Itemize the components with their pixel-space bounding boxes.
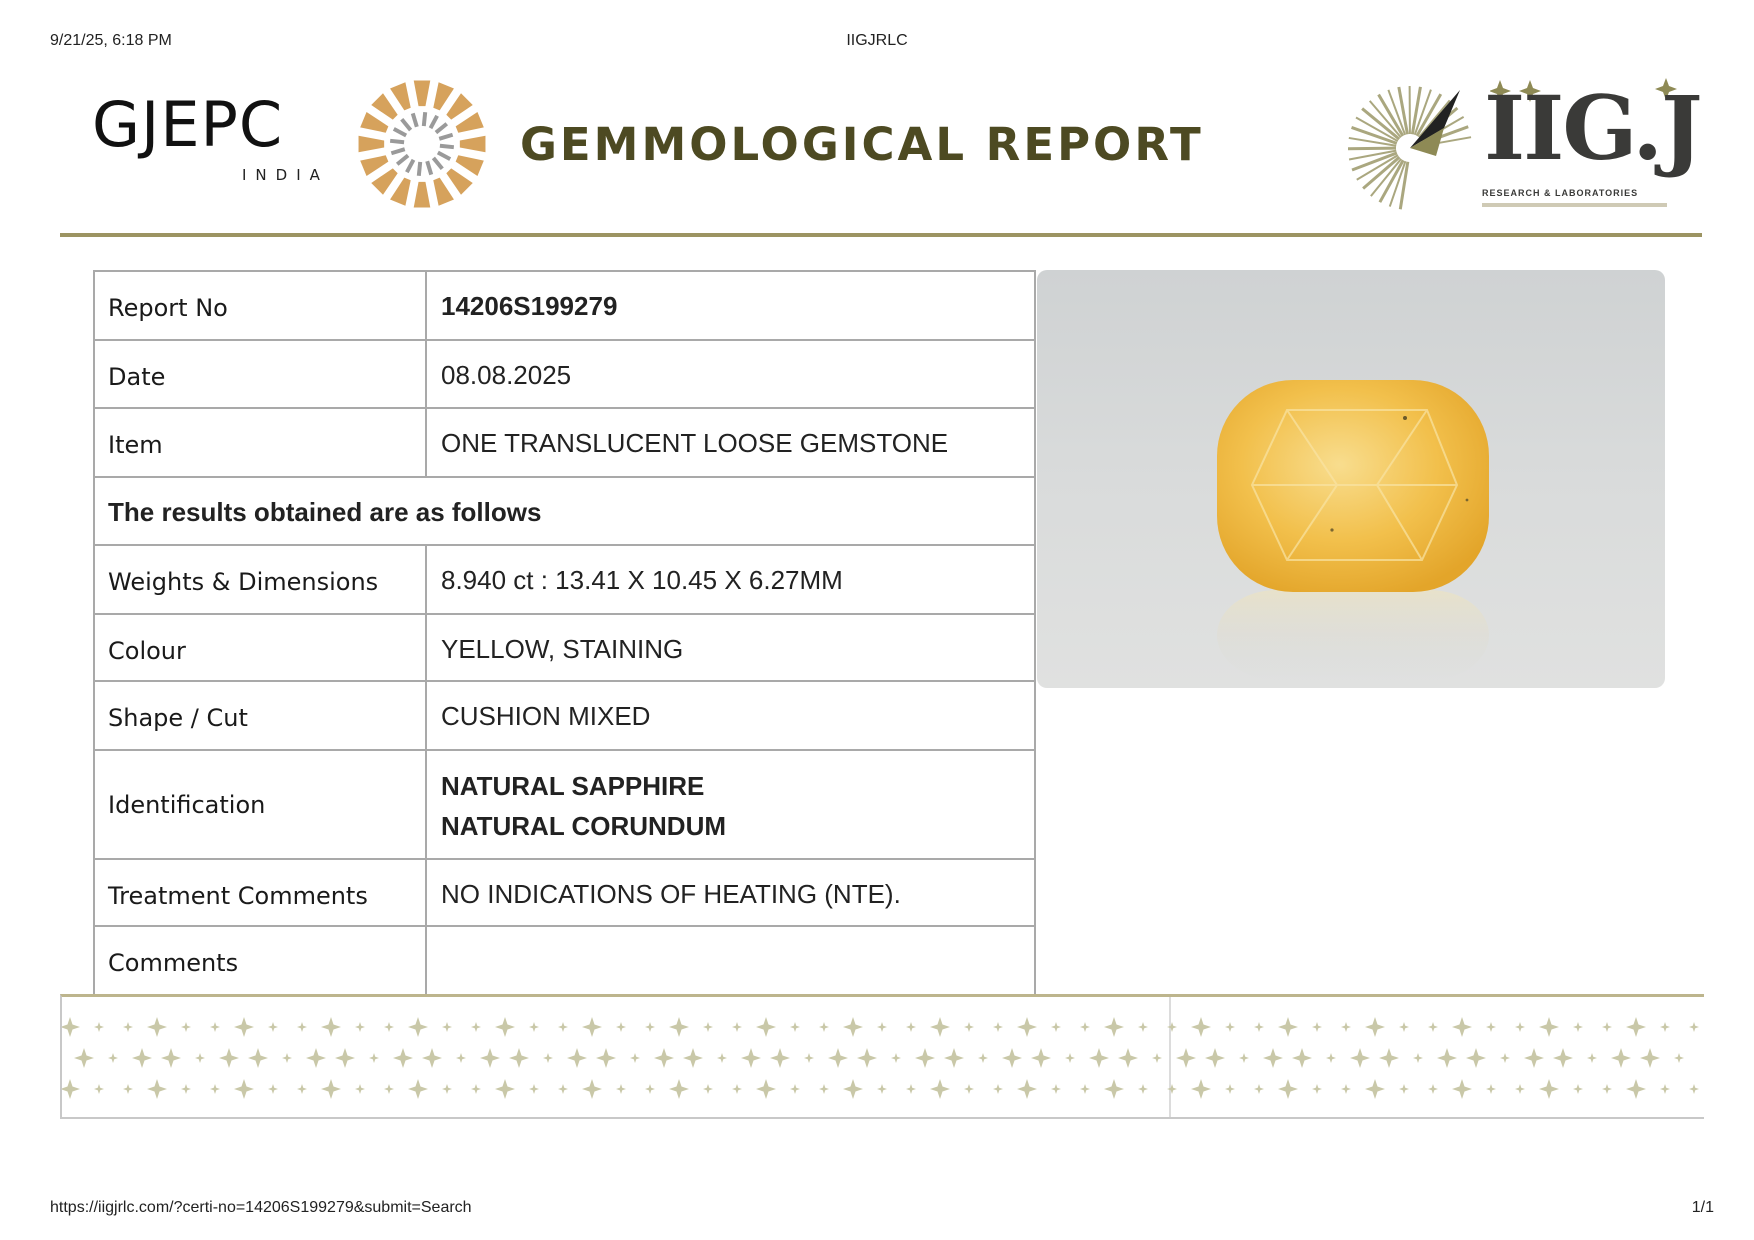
star-mark [732, 1084, 742, 1094]
star-mark [1602, 1084, 1612, 1094]
iigj-logo-fineprint [1482, 203, 1667, 207]
star-mark [1205, 1048, 1225, 1068]
star-mark [877, 1022, 887, 1032]
star-mark [1002, 1048, 1022, 1068]
print-title: IIGJRLC [846, 32, 908, 49]
gemstone-illustration [1037, 270, 1665, 688]
table-row [94, 614, 1035, 681]
value-comments [426, 926, 1035, 995]
star-mark [616, 1084, 626, 1094]
star-mark [1341, 1084, 1351, 1094]
star-mark [944, 1048, 964, 1068]
star-mark [843, 1079, 863, 1099]
star-mark [471, 1022, 481, 1032]
star-mark [654, 1048, 674, 1068]
star-mark [1379, 1048, 1399, 1068]
star-mark [1167, 1084, 1177, 1094]
star-mark [1176, 1048, 1196, 1068]
star-mark [1080, 1084, 1090, 1094]
star-mark [906, 1022, 916, 1032]
gjepc-logo-subtext: INDIA [242, 166, 329, 184]
star-mark [321, 1079, 341, 1099]
value-report-no: 14206S199279 [426, 271, 1035, 340]
star-mark [1500, 1053, 1510, 1063]
star-mark [268, 1022, 278, 1032]
label-date: Date [94, 340, 426, 408]
star-mark [1428, 1022, 1438, 1032]
star-mark [442, 1084, 452, 1094]
star-mark [1674, 1053, 1684, 1063]
star-mark [495, 1079, 515, 1099]
star-mark [94, 1022, 104, 1032]
star-mark [268, 1084, 278, 1094]
star-mark [297, 1022, 307, 1032]
star-mark [1539, 1079, 1559, 1099]
gjepc-logo-text: GJEPC [92, 88, 284, 161]
label-colour: Colour [94, 614, 426, 681]
star-mark [1191, 1017, 1211, 1037]
star-mark [1225, 1022, 1235, 1032]
star-mark [219, 1048, 239, 1068]
star-mark [495, 1017, 515, 1037]
label-shape-cut: Shape / Cut [94, 681, 426, 750]
star-mark [1466, 1048, 1486, 1068]
star-mark [567, 1048, 587, 1068]
label-comments: Comments [94, 926, 426, 995]
star-mark [529, 1022, 539, 1032]
table-row [94, 681, 1035, 750]
star-mark [384, 1084, 394, 1094]
label-item: Item [94, 408, 426, 477]
star-mark [543, 1053, 553, 1063]
star-mark [1326, 1053, 1336, 1063]
star-mark [558, 1022, 568, 1032]
star-mark [456, 1053, 466, 1063]
star-mark [828, 1048, 848, 1068]
star-mark [756, 1017, 776, 1037]
gjepc-logo [92, 72, 492, 212]
star-mark [1452, 1017, 1472, 1037]
star-mark [1689, 1022, 1699, 1032]
star-mark [181, 1084, 191, 1094]
star-mark [181, 1022, 191, 1032]
report-title: GEMMOLOGICAL REPORT [520, 118, 1204, 171]
star-mark [1278, 1079, 1298, 1099]
star-mark [1365, 1017, 1385, 1037]
star-mark [369, 1053, 379, 1063]
table-row [94, 408, 1035, 477]
print-url: https://iigjrlc.com/?certi-no=14206S199279&submit=Search [50, 1199, 472, 1216]
star-mark [1539, 1017, 1559, 1037]
star-mark [1428, 1084, 1438, 1094]
star-mark [1051, 1022, 1061, 1032]
iigj-logo-text: IIG.J [1484, 76, 1701, 180]
star-mark [408, 1017, 428, 1037]
star-mark [1524, 1048, 1544, 1068]
star-mark [1399, 1022, 1409, 1032]
star-mark [1191, 1079, 1211, 1099]
star-mark [645, 1022, 655, 1032]
star-mark [1031, 1048, 1051, 1068]
gemstone-photo [1037, 270, 1665, 688]
star-mark [422, 1048, 442, 1068]
star-mark [161, 1048, 181, 1068]
star-mark [703, 1084, 713, 1094]
star-mark [1486, 1022, 1496, 1032]
star-mark [717, 1053, 727, 1063]
star-mark [234, 1079, 254, 1099]
star-mark [1515, 1022, 1525, 1032]
star-mark [978, 1053, 988, 1063]
header-divider [60, 233, 1702, 237]
star-mark [1292, 1048, 1312, 1068]
star-mark [1640, 1048, 1660, 1068]
star-mark [1254, 1022, 1264, 1032]
star-mark [1051, 1084, 1061, 1094]
star-mark [843, 1017, 863, 1037]
star-mark [1515, 1084, 1525, 1094]
star-mark [108, 1053, 118, 1063]
star-mark [132, 1048, 152, 1068]
star-mark [74, 1048, 94, 1068]
iigj-logo [1332, 76, 1701, 218]
star-mark [321, 1017, 341, 1037]
star-mark [62, 1079, 80, 1099]
star-mark [1138, 1022, 1148, 1032]
star-mark [1573, 1022, 1583, 1032]
label-treatment-comments: Treatment Comments [94, 859, 426, 926]
star-mark [1104, 1079, 1124, 1099]
star-mark [891, 1053, 901, 1063]
value-treatment-comments: NO INDICATIONS OF HEATING (NTE). [426, 859, 1035, 926]
table-row [94, 477, 1035, 545]
star-mark [1626, 1017, 1646, 1037]
star-mark [393, 1048, 413, 1068]
star-mark [297, 1084, 307, 1094]
star-mark [1611, 1048, 1631, 1068]
star-mark [1312, 1022, 1322, 1032]
star-mark [1065, 1053, 1075, 1063]
star-mark [582, 1079, 602, 1099]
table-row [94, 340, 1035, 408]
star-pattern-icon [62, 997, 1704, 1117]
star-mark [1626, 1079, 1646, 1099]
star-mark [756, 1079, 776, 1099]
star-mark [1399, 1084, 1409, 1094]
star-mark [1660, 1084, 1670, 1094]
star-mark [123, 1084, 133, 1094]
value-date: 08.08.2025 [426, 340, 1035, 408]
star-mark [509, 1048, 529, 1068]
gjepc-sunburst-icon [354, 76, 490, 212]
star-mark [669, 1017, 689, 1037]
star-mark [1660, 1022, 1670, 1032]
star-mark [94, 1084, 104, 1094]
star-mark [355, 1084, 365, 1094]
star-mark [645, 1084, 655, 1094]
star-mark [1452, 1079, 1472, 1099]
value-identification [426, 750, 1035, 859]
star-mark [582, 1017, 602, 1037]
star-mark [1365, 1079, 1385, 1099]
star-mark [471, 1084, 481, 1094]
identification-line: NATURAL CORUNDUM [441, 811, 727, 841]
value-item: ONE TRANSLUCENT LOOSE GEMSTONE [426, 408, 1035, 477]
star-mark [1602, 1022, 1612, 1032]
iigj-logo-subtext: RESEARCH & LABORATORIES [1482, 188, 1639, 198]
star-mark [306, 1048, 326, 1068]
star-mark [930, 1079, 950, 1099]
star-mark [630, 1053, 640, 1063]
decorative-star-band [60, 994, 1704, 1119]
star-mark [147, 1079, 167, 1099]
value-colour: YELLOW, STAINING [426, 614, 1035, 681]
star-mark [1263, 1048, 1283, 1068]
star-mark [1312, 1084, 1322, 1094]
star-mark [529, 1084, 539, 1094]
label-identification: Identification [94, 750, 426, 859]
star-mark [147, 1017, 167, 1037]
star-mark [596, 1048, 616, 1068]
star-mark [616, 1022, 626, 1032]
value-weights-dimensions: 8.940 ct : 13.41 X 10.45 X 6.27MM [426, 545, 1035, 614]
report-table [93, 270, 1036, 996]
star-mark [770, 1048, 790, 1068]
results-heading: The results obtained are as follows [94, 477, 1035, 545]
table-row [94, 859, 1035, 926]
star-mark [1350, 1048, 1370, 1068]
star-mark [1225, 1084, 1235, 1094]
star-mark [1689, 1084, 1699, 1094]
star-mark [480, 1048, 500, 1068]
star-mark [248, 1048, 268, 1068]
star-mark [1017, 1079, 1037, 1099]
table-row [94, 750, 1035, 859]
label-weights-dimensions: Weights & Dimensions [94, 545, 426, 614]
star-mark [1138, 1084, 1148, 1094]
star-mark [964, 1084, 974, 1094]
star-mark [1167, 1022, 1177, 1032]
star-mark [1089, 1048, 1109, 1068]
star-mark [1437, 1048, 1457, 1068]
label-report-no: Report No [94, 271, 426, 340]
star-mark [210, 1084, 220, 1094]
star-mark [1587, 1053, 1597, 1063]
star-mark [1080, 1022, 1090, 1032]
table-row [94, 926, 1035, 995]
star-mark [804, 1053, 814, 1063]
star-mark [964, 1022, 974, 1032]
star-mark [335, 1048, 355, 1068]
iigj-starburst-icon [1332, 76, 1482, 218]
star-mark [906, 1084, 916, 1094]
star-mark [1486, 1084, 1496, 1094]
star-mark [210, 1022, 220, 1032]
star-mark [993, 1084, 1003, 1094]
star-mark [1152, 1053, 1162, 1063]
table-row [94, 271, 1035, 340]
print-page-number: 1/1 [1691, 1199, 1714, 1216]
star-mark [442, 1022, 452, 1032]
identification-line: NATURAL SAPPHIRE [441, 771, 705, 801]
star-mark [819, 1084, 829, 1094]
star-mark [930, 1017, 950, 1037]
star-mark [1017, 1017, 1037, 1037]
star-mark [819, 1022, 829, 1032]
star-mark [1553, 1048, 1573, 1068]
table-row [94, 545, 1035, 614]
star-mark [683, 1048, 703, 1068]
star-mark [1104, 1017, 1124, 1037]
star-mark [62, 1017, 80, 1037]
star-mark [558, 1084, 568, 1094]
star-mark [732, 1022, 742, 1032]
star-mark [741, 1048, 761, 1068]
star-mark [282, 1053, 292, 1063]
star-mark [790, 1084, 800, 1094]
print-datetime: 9/21/25, 6:18 PM [50, 32, 172, 49]
star-mark [1573, 1084, 1583, 1094]
star-mark [408, 1079, 428, 1099]
star-mark [1254, 1084, 1264, 1094]
star-mark [195, 1053, 205, 1063]
star-mark [1341, 1022, 1351, 1032]
star-mark [993, 1022, 1003, 1032]
star-mark [1239, 1053, 1249, 1063]
star-mark [857, 1048, 877, 1068]
star-mark [790, 1022, 800, 1032]
star-mark [877, 1084, 887, 1094]
star-mark [123, 1022, 133, 1032]
star-mark [1118, 1048, 1138, 1068]
star-mark [384, 1022, 394, 1032]
star-mark [703, 1022, 713, 1032]
star-mark [1413, 1053, 1423, 1063]
star-mark [915, 1048, 935, 1068]
star-mark [355, 1022, 365, 1032]
star-mark [234, 1017, 254, 1037]
value-shape-cut: CUSHION MIXED [426, 681, 1035, 750]
star-mark [1278, 1017, 1298, 1037]
star-mark [669, 1079, 689, 1099]
